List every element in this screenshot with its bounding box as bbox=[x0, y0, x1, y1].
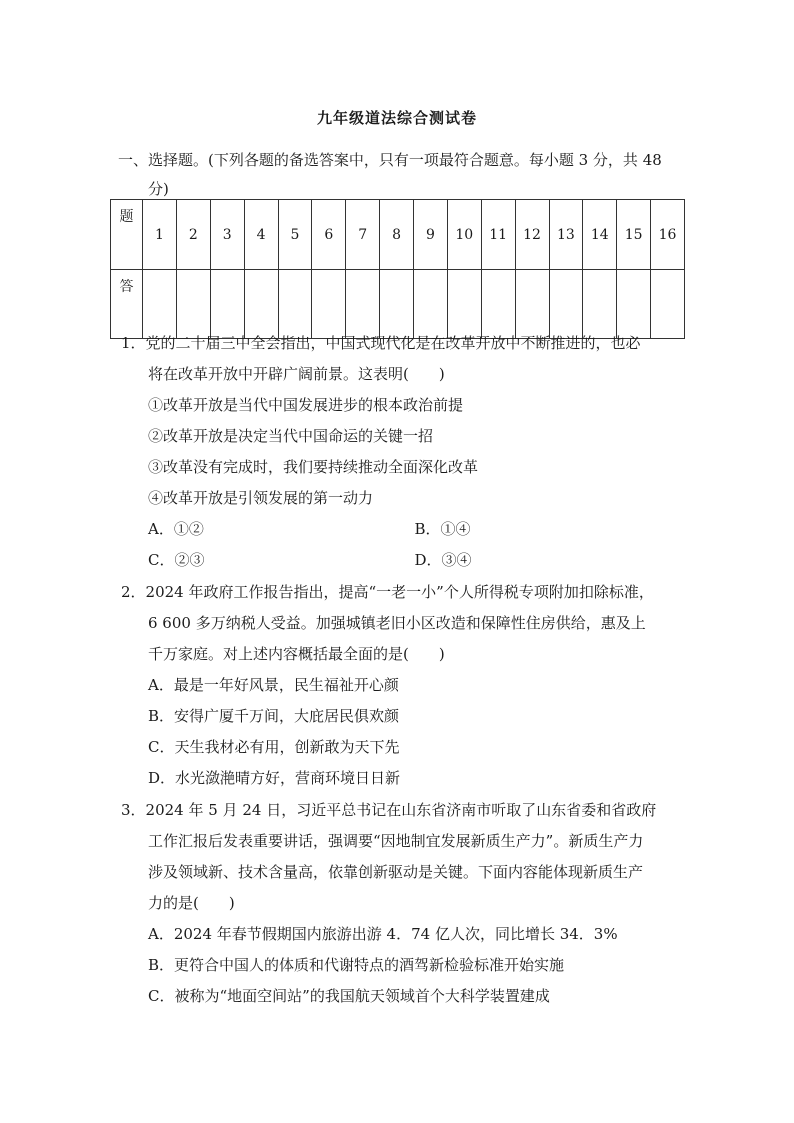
option-c: C．被称为“地面空间站”的我国航天领域首个大科学装置建成 bbox=[148, 987, 550, 1005]
question-number-cell: 4 bbox=[244, 200, 278, 270]
question-stem-line: 涉及领域新、技术含量高，依靠创新驱动是关键。下面内容能体现新质生产 bbox=[148, 863, 644, 881]
question-stem-line: 6 600 多万纳税人受益。加强城镇老旧小区改造和保障性住房供给，惠及上 bbox=[148, 614, 646, 632]
option-b: B．更符合中国人的体质和代谢特点的酒驾新检验标准开始实施 bbox=[148, 956, 565, 974]
exam-title: 九年级道法综合测试卷 bbox=[316, 109, 477, 127]
option-row bbox=[121, 514, 681, 545]
question-2 bbox=[121, 577, 681, 794]
option-a: A．最是一年好风景，民生福祉开心颜 bbox=[148, 676, 399, 694]
question-stem-line: 1．党的二十届三中全会指出，中国式现代化是在改革开放中不断推进的，也必 bbox=[121, 334, 641, 352]
question-stem-line: 千万家庭。对上述内容概括最全面的是( ) bbox=[148, 645, 445, 663]
section-instructions-line2: 分) bbox=[148, 180, 169, 198]
question-number-cell: 13 bbox=[549, 200, 583, 270]
question-stem-line: 工作汇报后发表重要讲话，强调要“因地制宜发展新质生产力”。新质生产力 bbox=[148, 832, 644, 850]
option-c: C．天生我材必有用，创新敢为天下先 bbox=[148, 738, 400, 756]
question-number-cell: 6 bbox=[312, 200, 346, 270]
question-number-cell: 9 bbox=[414, 200, 448, 270]
option-a: A．①② bbox=[148, 520, 204, 538]
question-number-cell: 14 bbox=[583, 200, 617, 270]
option-d: D．③④ bbox=[414, 551, 472, 569]
question-number-cell: 5 bbox=[278, 200, 312, 270]
question-number-cell: 7 bbox=[346, 200, 380, 270]
question-number-cell: 8 bbox=[380, 200, 414, 270]
question-1 bbox=[121, 328, 681, 576]
option-b: B．①④ bbox=[414, 520, 471, 538]
question-number-cell: 10 bbox=[447, 200, 481, 270]
statement-item: ④改革开放是引领发展的第一动力 bbox=[148, 489, 374, 507]
question-stem-line: 将在改革开放中开辟广阔前景。这表明( ) bbox=[148, 365, 445, 383]
question-number-cell: 12 bbox=[515, 200, 549, 270]
section-heading bbox=[118, 146, 688, 204]
question-number-cell: 16 bbox=[651, 200, 685, 270]
answer-grid bbox=[110, 199, 685, 339]
option-a: A．2024 年春节假期国内旅游出游 4．74 亿人次，同比增长 34．3% bbox=[148, 925, 618, 943]
question-3 bbox=[121, 795, 681, 1012]
question-number-cell: 15 bbox=[617, 200, 651, 270]
statement-item: ①改革开放是当代中国发展进步的根本政治前提 bbox=[148, 396, 464, 414]
question-number-row bbox=[111, 200, 685, 270]
option-row bbox=[121, 545, 681, 576]
answer-label-cell: 答 bbox=[111, 270, 143, 339]
option-c: C．②③ bbox=[148, 551, 205, 569]
question-number-cell: 11 bbox=[481, 200, 515, 270]
statement-item: ③改革没有完成时，我们要持续推动全面深化改革 bbox=[148, 458, 479, 476]
statement-item: ②改革开放是决定当代中国命运的关键一招 bbox=[148, 427, 434, 445]
question-number-cell: 2 bbox=[176, 200, 210, 270]
question-number-cell: 3 bbox=[210, 200, 244, 270]
question-stem-line: 2．2024 年政府工作报告指出，提高“一老一小”个人所得税专项附加扣除标准， bbox=[121, 583, 654, 601]
option-b: B．安得广厦千万间，大庇居民俱欢颜 bbox=[148, 707, 400, 725]
question-stem-line: 3．2024 年 5 月 24 日，习近平总书记在山东省济南市听取了山东省委和省政府 bbox=[121, 801, 657, 819]
section-instructions-line1: 一、选择题。(下列各题的备选答案中，只有一项最符合题意。每小题 3 分，共 48 bbox=[118, 151, 662, 169]
option-d: D．水光潋滟晴方好，营商环境日日新 bbox=[148, 769, 401, 787]
question-label-cell: 题 bbox=[111, 200, 143, 270]
question-number-cell: 1 bbox=[143, 200, 177, 270]
question-stem-line: 力的是( ) bbox=[148, 894, 235, 912]
